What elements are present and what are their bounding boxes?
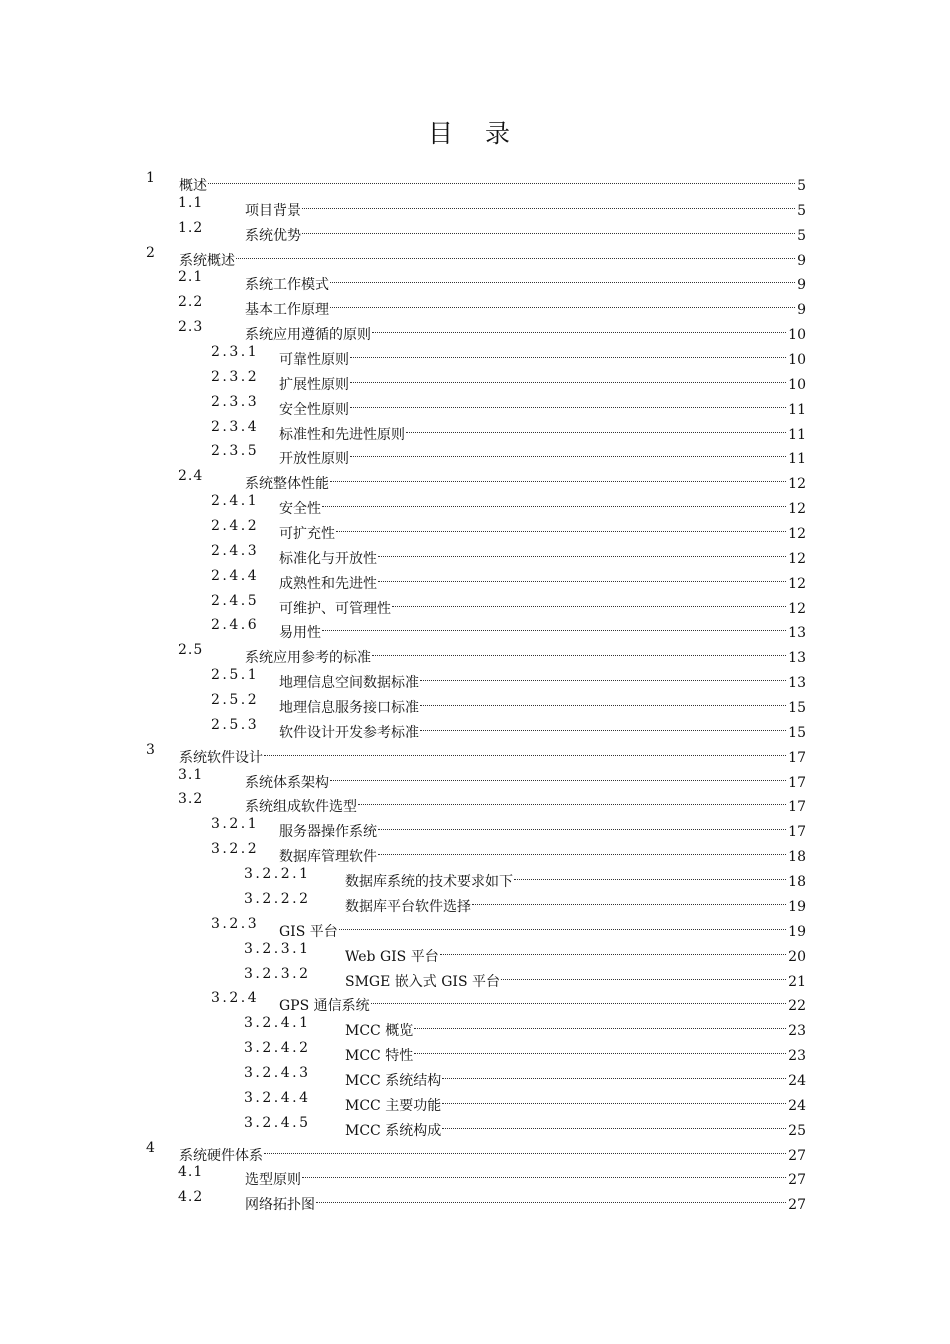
toc-entry[interactable] (0, 216, 950, 244)
toc-dot-leader (350, 390, 786, 414)
toc-dot-leader (420, 663, 786, 687)
toc-entry[interactable] (0, 1160, 950, 1189)
toc-entry-page-number: 22 (788, 998, 806, 1015)
toc-entry-number: 2.3.5 (211, 443, 260, 460)
toc-entry-number: 2.5.2 (211, 692, 260, 709)
toc-entry-page-number: 17 (788, 799, 806, 816)
toc-dot-leader (339, 912, 786, 936)
toc-dot-leader (336, 514, 786, 538)
toc-entry-title: 系统组成软件选型 (245, 799, 357, 816)
toc-entry-page-number: 9 (797, 252, 806, 269)
toc-entry[interactable] (0, 962, 950, 990)
toc-entry-page-number: 25 (788, 1122, 806, 1139)
toc-entry-page-number: 15 (788, 724, 806, 741)
toc-entry-number: 3.2.3 (211, 915, 260, 932)
toc-entry-title: 扩展性原则 (279, 376, 349, 393)
toc-entry-page-number: 12 (788, 600, 806, 617)
toc-entry-page-number: 11 (788, 401, 806, 418)
toc-entry-page-number: 9 (797, 277, 806, 294)
toc-entry-number: 2.3.3 (211, 393, 260, 410)
toc-entry-number: 2.4.6 (211, 617, 260, 634)
toc-entry-number: 3.2.4.4 (244, 1089, 311, 1106)
toc-entry-number: 4.1 (178, 1164, 204, 1181)
toc-entry[interactable] (0, 787, 950, 816)
toc-entry-page-number: 5 (797, 202, 806, 219)
toc-entry-page-number: 17 (788, 749, 806, 766)
toc-dot-leader (372, 638, 786, 662)
toc-entry-page-number: 23 (788, 1023, 806, 1040)
toc-entry[interactable] (0, 937, 950, 965)
toc-heading: 目 录 (428, 119, 522, 148)
toc-dot-leader (358, 787, 786, 811)
toc-entry-title: 数据库系统的技术要求如下 (345, 874, 513, 891)
toc-dot-leader (316, 1185, 786, 1209)
toc-entry-title: 系统软件设计 (179, 749, 263, 766)
toc-entry-number: 2.2 (178, 294, 204, 311)
toc-dot-leader (302, 191, 795, 215)
toc-entry[interactable] (0, 912, 950, 940)
toc-entry-title: 系统应用遵循的原则 (245, 327, 371, 344)
toc-dot-leader (501, 962, 786, 986)
toc-dot-leader (264, 1136, 786, 1160)
toc-entry[interactable] (0, 265, 950, 294)
toc-entry-number: 2.4.4 (211, 567, 260, 584)
toc-entry-page-number: 12 (788, 476, 806, 493)
toc-entry-number: 2.5.1 (211, 667, 260, 684)
toc-dot-leader (414, 1036, 786, 1060)
toc-entry-title: 系统硬件体系 (179, 1147, 263, 1164)
toc-entry-page-number: 24 (788, 1072, 806, 1089)
toc-entry-page-number: 19 (788, 898, 806, 915)
toc-entry-page-number: 5 (797, 178, 806, 194)
toc-entry-line (245, 1185, 806, 1218)
toc-entry[interactable] (0, 166, 950, 194)
toc-entry-title: 项目背景 (245, 202, 301, 219)
toc-entry-page-number: 10 (788, 327, 806, 344)
toc-entry-title: 服务器操作系统 (279, 824, 377, 841)
toc-entry-page-number: 10 (788, 352, 806, 369)
toc-entry[interactable] (0, 315, 950, 344)
toc-entry-title: 易用性 (279, 625, 321, 642)
toc-entry[interactable] (0, 365, 950, 393)
toc-entry-title: 选型原则 (245, 1172, 301, 1189)
toc-entry[interactable] (0, 514, 950, 543)
toc-dot-leader (302, 1160, 786, 1184)
toc-dot-leader (406, 415, 786, 439)
toc-entry-title: 可扩充性 (279, 526, 335, 543)
toc-entry-title: 可维护、可管理性 (279, 600, 391, 617)
toc-dot-leader (302, 216, 795, 240)
toc-dot-leader (514, 862, 786, 886)
toc-entry-number: 2.3.4 (211, 418, 260, 435)
toc-entry-number: 2.1 (178, 269, 204, 286)
toc-entry-number: 2.4.2 (211, 518, 260, 535)
toc-entry[interactable] (0, 290, 950, 319)
toc-entry[interactable] (0, 763, 950, 791)
toc-entry-number: 3.2.1 (211, 816, 260, 833)
toc-dot-leader (420, 688, 786, 712)
toc-dot-leader (472, 887, 786, 911)
toc-entry[interactable] (0, 1111, 950, 1139)
toc-dot-leader (378, 837, 786, 861)
toc-entry-number: 3.2.4.5 (244, 1114, 311, 1131)
toc-entry-page-number: 12 (788, 526, 806, 543)
toc-entry[interactable] (0, 1036, 950, 1065)
toc-dot-leader (371, 986, 787, 1010)
toc-dot-leader (442, 1061, 786, 1085)
toc-entry[interactable] (0, 713, 950, 741)
toc-dot-leader (378, 539, 786, 563)
toc-entry-page-number: 24 (788, 1097, 806, 1114)
toc-entry-title: MCC 主要功能 (345, 1097, 442, 1114)
toc-entry-title: Web GIS 平台 (345, 948, 439, 965)
toc-entry-number: 2.4 (178, 468, 204, 485)
toc-dot-leader (440, 937, 786, 961)
toc-entry-title: 安全性原则 (279, 401, 349, 418)
toc-entry-number: 2.4.1 (211, 493, 260, 510)
toc-entry-title: 地理信息空间数据标准 (279, 675, 419, 692)
toc-dot-leader (350, 439, 786, 463)
toc-entry-number: 3.2.2.1 (244, 866, 311, 883)
toc-entry-title: MCC 特性 (345, 1048, 414, 1065)
toc-dot-leader (330, 763, 786, 787)
toc-entry-title: 成熟性和先进性 (279, 575, 377, 592)
toc-entry[interactable] (0, 663, 950, 692)
toc-entry-title: 系统优势 (245, 227, 301, 244)
toc-entry[interactable] (0, 837, 950, 866)
toc-entry-number: 1.2 (178, 219, 204, 236)
toc-entry-title: 开放性原则 (279, 451, 349, 468)
toc-entry-title: 系统应用参考的标准 (245, 650, 371, 667)
toc-entry-number: 3.2.3.2 (244, 965, 311, 982)
toc-entry-page-number: 13 (788, 675, 806, 692)
toc-entry-page-number: 20 (788, 948, 806, 965)
toc-entry[interactable] (0, 638, 950, 667)
toc-entry-number: 2.3 (178, 319, 204, 336)
toc-entry-number: 3.2.4 (211, 990, 260, 1007)
toc-entry-number: 2.3.2 (211, 368, 260, 385)
toc-entry-number: 2.3.1 (211, 344, 260, 361)
toc-entry-number: 3 (146, 741, 155, 758)
toc-entry-title: 系统整体性能 (245, 476, 329, 493)
toc-entry-page-number: 17 (788, 824, 806, 841)
toc-entry-title: 标准性和先进性原则 (279, 426, 405, 443)
toc-entry-title: MCC 概览 (345, 1023, 414, 1040)
toc-entry-page-number: 15 (788, 700, 806, 717)
toc-entry-number: 3.2 (178, 791, 204, 808)
toc-entry-page-number: 27 (788, 1147, 806, 1164)
toc-entry-title: 安全性 (279, 501, 321, 518)
toc-entry-title: 标准化与开放性 (279, 550, 377, 567)
toc-dot-leader (378, 812, 786, 836)
toc-entry-title: 软件设计开发参考标准 (279, 724, 419, 741)
toc-entry-number: 3.2.4.1 (244, 1015, 311, 1032)
toc-entry-number: 4 (146, 1139, 155, 1156)
toc-entry-title: 数据库管理软件 (279, 849, 377, 866)
toc-dot-leader (322, 489, 786, 513)
toc-entry-page-number: 18 (788, 849, 806, 866)
toc-entry-title: GPS 通信系统 (279, 998, 370, 1015)
toc-entry[interactable] (0, 1086, 950, 1114)
toc-entry[interactable] (0, 1011, 950, 1040)
toc-entry[interactable] (0, 613, 950, 642)
toc-entry-title: 系统工作模式 (245, 277, 329, 294)
toc-entry-title: 数据库平台软件选择 (345, 898, 471, 915)
toc-entry[interactable] (0, 564, 950, 592)
toc-dot-leader (330, 265, 795, 289)
toc-entry[interactable] (0, 241, 950, 269)
toc-entry[interactable] (0, 738, 950, 766)
toc-dot-leader (442, 1086, 786, 1110)
toc-entry[interactable] (0, 439, 950, 468)
toc-entry-number: 3.2.4.3 (244, 1064, 311, 1081)
toc-entry[interactable] (0, 191, 950, 219)
toc-entry-title: SMGE 嵌入式 GIS 平台 (345, 973, 500, 990)
toc-entry-title: MCC 系统构成 (345, 1122, 442, 1139)
toc-entry[interactable] (0, 464, 950, 493)
toc-entry[interactable] (0, 390, 950, 418)
toc-entry-number: 2.4.3 (211, 542, 260, 559)
toc-dot-leader (350, 340, 786, 364)
toc-entry-number: 3.2.4.2 (244, 1040, 311, 1057)
toc-entry-number: 3.2.3.1 (244, 940, 311, 957)
toc-dot-leader (350, 365, 786, 389)
toc-entry[interactable] (0, 862, 950, 891)
toc-entry-page-number: 5 (797, 227, 806, 244)
toc-entry-title: 基本工作原理 (245, 302, 329, 319)
toc-dot-leader (414, 1011, 786, 1035)
toc-entry-title: 系统体系架构 (245, 774, 329, 791)
toc-entry[interactable] (0, 539, 950, 567)
toc-entry-number: 1.1 (178, 194, 204, 211)
toc-entry[interactable] (0, 1136, 950, 1164)
toc-entry[interactable] (0, 415, 950, 443)
toc-entry[interactable] (0, 887, 950, 915)
toc-entry-page-number: 12 (788, 501, 806, 518)
toc-entry-title: 地理信息服务接口标准 (279, 700, 419, 717)
toc-entry-number: 3.1 (178, 766, 204, 783)
toc-dot-leader (378, 564, 786, 588)
toc-entry-title: GIS 平台 (279, 923, 338, 940)
toc-entry-page-number: 27 (788, 1197, 806, 1214)
toc-entry-page-number: 23 (788, 1048, 806, 1065)
toc-entry-number: 2.4.5 (211, 592, 260, 609)
toc-dot-leader (442, 1111, 786, 1135)
toc-entry-page-number: 13 (788, 650, 806, 667)
toc-entry[interactable] (0, 688, 950, 717)
toc-entry-number: 2.5.3 (211, 716, 260, 733)
toc-entry-page-number: 13 (788, 625, 806, 642)
toc-entry-title: 可靠性原则 (279, 352, 349, 369)
toc-dot-leader (208, 166, 795, 190)
toc-entry-title: 网络拓扑图 (245, 1197, 315, 1214)
toc-entry-page-number: 27 (788, 1172, 806, 1189)
toc-entry-number: 3.2.2 (211, 841, 260, 858)
toc-dot-leader (392, 589, 786, 613)
toc-entry-page-number: 9 (797, 302, 806, 319)
toc-dot-leader (372, 315, 786, 339)
toc-entry-page-number: 11 (788, 426, 806, 443)
toc-entry-number: 1 (146, 170, 155, 186)
toc-entry-page-number: 10 (788, 376, 806, 393)
toc-dot-leader (420, 713, 786, 737)
toc-entry[interactable] (0, 986, 950, 1015)
toc-entry-title: 概述 (179, 178, 207, 194)
toc-entry[interactable] (0, 340, 950, 369)
toc-entry[interactable] (0, 1061, 950, 1089)
toc-entry-page-number: 17 (788, 774, 806, 791)
toc-entry-page-number: 21 (788, 973, 806, 990)
toc-dot-leader (330, 464, 786, 488)
toc-entry-title: 系统概述 (179, 252, 235, 269)
toc-entry-number: 2.5 (178, 642, 204, 659)
toc-entry[interactable] (0, 589, 950, 617)
toc-entry-number: 4.2 (178, 1189, 204, 1206)
toc-entry-page-number: 19 (788, 923, 806, 940)
toc-dot-leader (236, 241, 795, 265)
toc-dot-leader (264, 738, 786, 762)
toc-entry-title: MCC 系统结构 (345, 1072, 442, 1089)
toc-entry[interactable] (0, 489, 950, 518)
toc-entry-page-number: 12 (788, 550, 806, 567)
toc-list (0, 166, 950, 1214)
toc-dot-leader (330, 290, 795, 314)
toc-dot-leader (322, 613, 786, 637)
toc-entry-page-number: 18 (788, 874, 806, 891)
toc-entry-page-number: 12 (788, 575, 806, 592)
toc-entry-number: 2 (146, 244, 155, 261)
toc-entry[interactable] (0, 812, 950, 841)
toc-entry-number: 3.2.2.2 (244, 890, 311, 907)
toc-entry[interactable] (0, 1185, 950, 1214)
toc-entry-page-number: 11 (788, 451, 806, 468)
